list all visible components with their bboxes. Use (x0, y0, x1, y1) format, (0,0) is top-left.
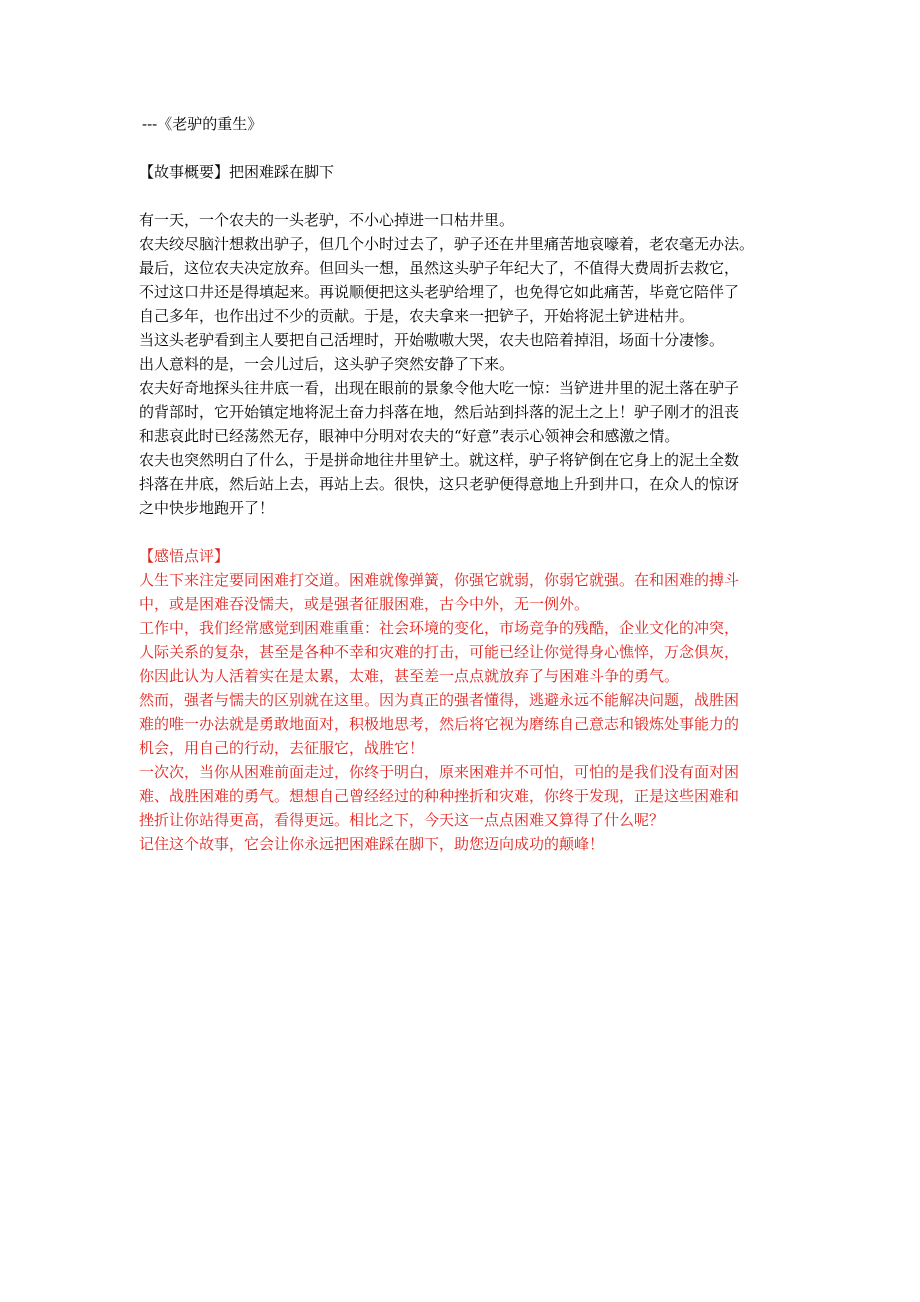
story-line: 之中快步地跑开了！ (139, 499, 275, 517)
insight-line: 人生下来注定要同困难打交道。困难就像弹簧，你强它就弱，你弱它就强。在和困难的搏斗 (139, 571, 740, 589)
story-line: 农夫好奇地探头往井底一看，出现在眼前的景象令他大吃一惊：当铲进井里的泥土落在驴子 (139, 379, 740, 397)
story-line: 不过这口井还是得填起来。再说顺便把这头老驴给埋了，也免得它如此痛苦，毕竟它陪伴了 (139, 283, 740, 301)
story-paragraphs (139, 208, 799, 520)
spacer (139, 136, 799, 160)
insight-paragraphs (139, 568, 799, 856)
insight-line: 你因此认为人活着实在是太累，太难，甚至差一点点就放弃了与困难斗争的勇气。 (139, 667, 680, 685)
story-line: 有一天，一个农夫的一头老驴，不小心掉进一口枯井里。 (139, 211, 515, 229)
story-line: 当这头老驴看到主人要把自己活埋时，开始嗷嗷大哭，农夫也陪着掉泪，场面十分凄惨。 (139, 331, 725, 349)
insight-line: 难、战胜困难的勇气。想想自己曾经经过的种种挫折和灾难，你终于发现，正是这些困难和 (139, 787, 740, 805)
story-line: 农夫绞尽脑汁想救出驴子，但几个小时过去了，驴子还在井里痛苦地哀嚎着，老农毫无办法。 (139, 235, 755, 253)
insight-line: 挫折让你站得更高，看得更远。相比之下，今天这一点点困难又算得了什么呢？ (139, 811, 665, 829)
insight-line: 工作中，我们经常感觉到困难重重：社会环境的变化，市场竞争的残酷，企业文化的冲突， (139, 619, 740, 637)
story-line: 自己多年，也作出过不少的贡献。于是，农夫拿来一把铲子，开始将泥土铲进枯井。 (139, 307, 695, 325)
insight-line: 难的唯一办法就是勇敢地面对，积极地思考，然后将它视为磨练自己意志和锻炼处事能力的 (139, 715, 740, 733)
story-line: 抖落在井底，然后站上去，再站上去。很快，这只老驴便得意地上升到井口，在众人的惊讶 (139, 475, 740, 493)
insight-line: 记住这个故事，它会让你永远把困难踩在脚下，助您迈向成功的颠峰！ (139, 835, 605, 853)
story-line: 最后，这位农夫决定放弃。但回头一想，虽然这头驴子年纪大了，不值得大费周折去救它， (139, 259, 740, 277)
insight-line: 中，或是困难吞没懦夫，或是强者征服困难，古今中外，无一例外。 (139, 595, 590, 613)
summary-heading: 【故事概要】把困难踩在脚下 (139, 163, 335, 181)
story-line: 的背部时，它开始镇定地将泥土奋力抖落在地，然后站到抖落的泥土之上！驴子刚才的沮丧 (139, 403, 740, 421)
story-line: 农夫也突然明白了什么，于是拼命地往井里铲土。就这样，驴子将铲倒在它身上的泥土全数 (139, 451, 740, 469)
insight-line: 一次次，当你从困难前面走过，你终于明白，原来困难并不可怕，可怕的是我们没有面对困 (139, 763, 740, 781)
insight-heading: 【感悟点评】 (139, 547, 230, 565)
insight-line: 机会，用自己的行动，去征服它，战胜它！ (139, 739, 425, 757)
story-line: 和悲哀此时已经荡然无存，眼神中分明对农夫的“好意”表示心领神会和感激之情。 (139, 427, 680, 445)
story-subtitle: ---《老驴的重生》 (142, 115, 263, 133)
insight-line: 然而，强者与懦夫的区别就在这里。因为真正的强者懂得，逃避永远不能解决问题，战胜困 (139, 691, 740, 709)
spacer (139, 184, 799, 208)
insight-line: 人际关系的复杂，甚至是各种不幸和灾难的打击，可能已经让你觉得身心憔悴，万念俱灰， (139, 643, 740, 661)
story-line: 出人意料的是，一会儿过后，这头驴子突然安静了下来。 (139, 355, 515, 373)
document-body (139, 112, 799, 856)
spacer (139, 520, 799, 544)
